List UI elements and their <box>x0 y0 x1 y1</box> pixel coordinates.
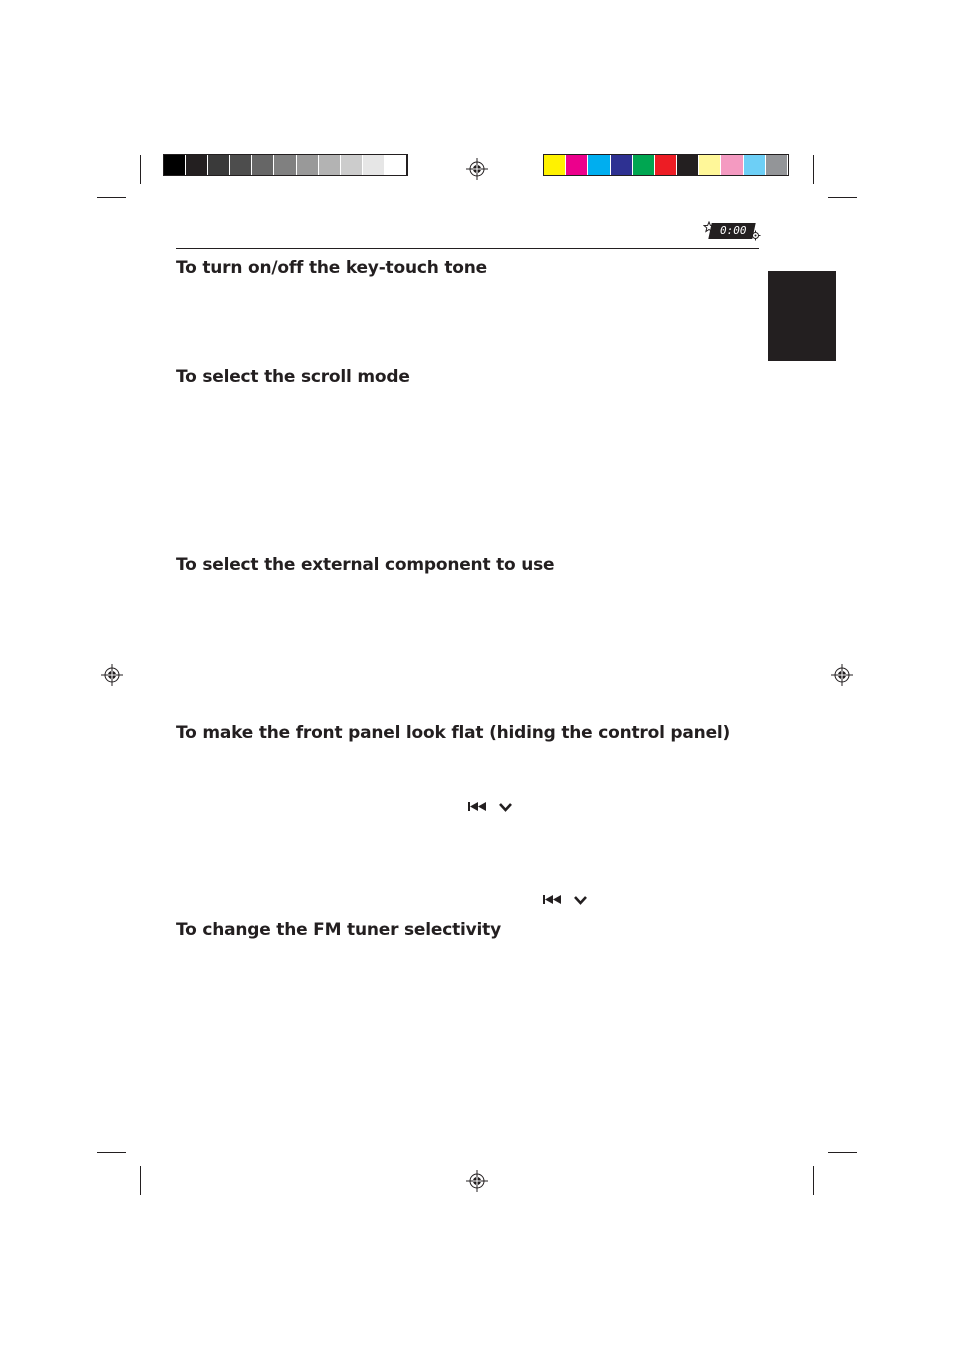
clock-display-text: 0:00 <box>720 224 747 237</box>
color-swatch <box>544 155 566 175</box>
gray-swatch <box>252 155 274 175</box>
heading-key-touch-tone: To turn on/off the key-touch tone <box>176 258 487 278</box>
gray-swatch <box>186 155 208 175</box>
crop-mark <box>813 155 814 184</box>
crop-mark <box>828 1152 857 1153</box>
color-swatch <box>655 155 677 175</box>
gray-swatch <box>363 155 385 175</box>
crop-mark <box>140 155 141 184</box>
registration-mark-icon <box>466 1170 488 1192</box>
language-tab <box>768 271 836 361</box>
heading-external-component: To select the external component to use <box>176 555 555 575</box>
crop-mark <box>828 197 857 198</box>
skip-back-down-icon <box>467 800 515 814</box>
gray-swatch <box>297 155 319 175</box>
gray-swatch <box>208 155 230 175</box>
registration-mark-icon <box>831 664 853 686</box>
gray-swatch <box>164 155 186 175</box>
skip-back-down-icon <box>542 893 590 907</box>
crop-mark <box>97 1152 126 1153</box>
gray-swatch <box>385 155 407 175</box>
color-swatch <box>588 155 610 175</box>
heading-scroll-mode: To select the scroll mode <box>176 367 410 387</box>
heading-fm-selectivity: To change the FM tuner selectivity <box>176 920 501 940</box>
heading-front-panel-flat: To make the front panel look flat (hiding the control panel) <box>176 723 731 743</box>
clock-settings-icon <box>703 221 761 241</box>
gray-swatch <box>341 155 363 175</box>
color-swatch <box>766 155 788 175</box>
color-swatch <box>566 155 588 175</box>
crop-mark <box>97 197 126 198</box>
color-swatch <box>677 155 699 175</box>
header-rule <box>176 248 759 249</box>
gray-swatch <box>274 155 296 175</box>
color-swatch <box>633 155 655 175</box>
color-swatch <box>721 155 743 175</box>
registration-mark-icon <box>101 664 123 686</box>
gray-swatch <box>319 155 341 175</box>
gear-icon <box>750 230 761 241</box>
gray-swatch <box>230 155 252 175</box>
color-swatch <box>611 155 633 175</box>
crop-mark <box>813 1166 814 1195</box>
color-swatch <box>699 155 721 175</box>
crop-mark <box>140 1166 141 1195</box>
registration-mark-icon <box>466 158 488 180</box>
color-swatch <box>744 155 766 175</box>
